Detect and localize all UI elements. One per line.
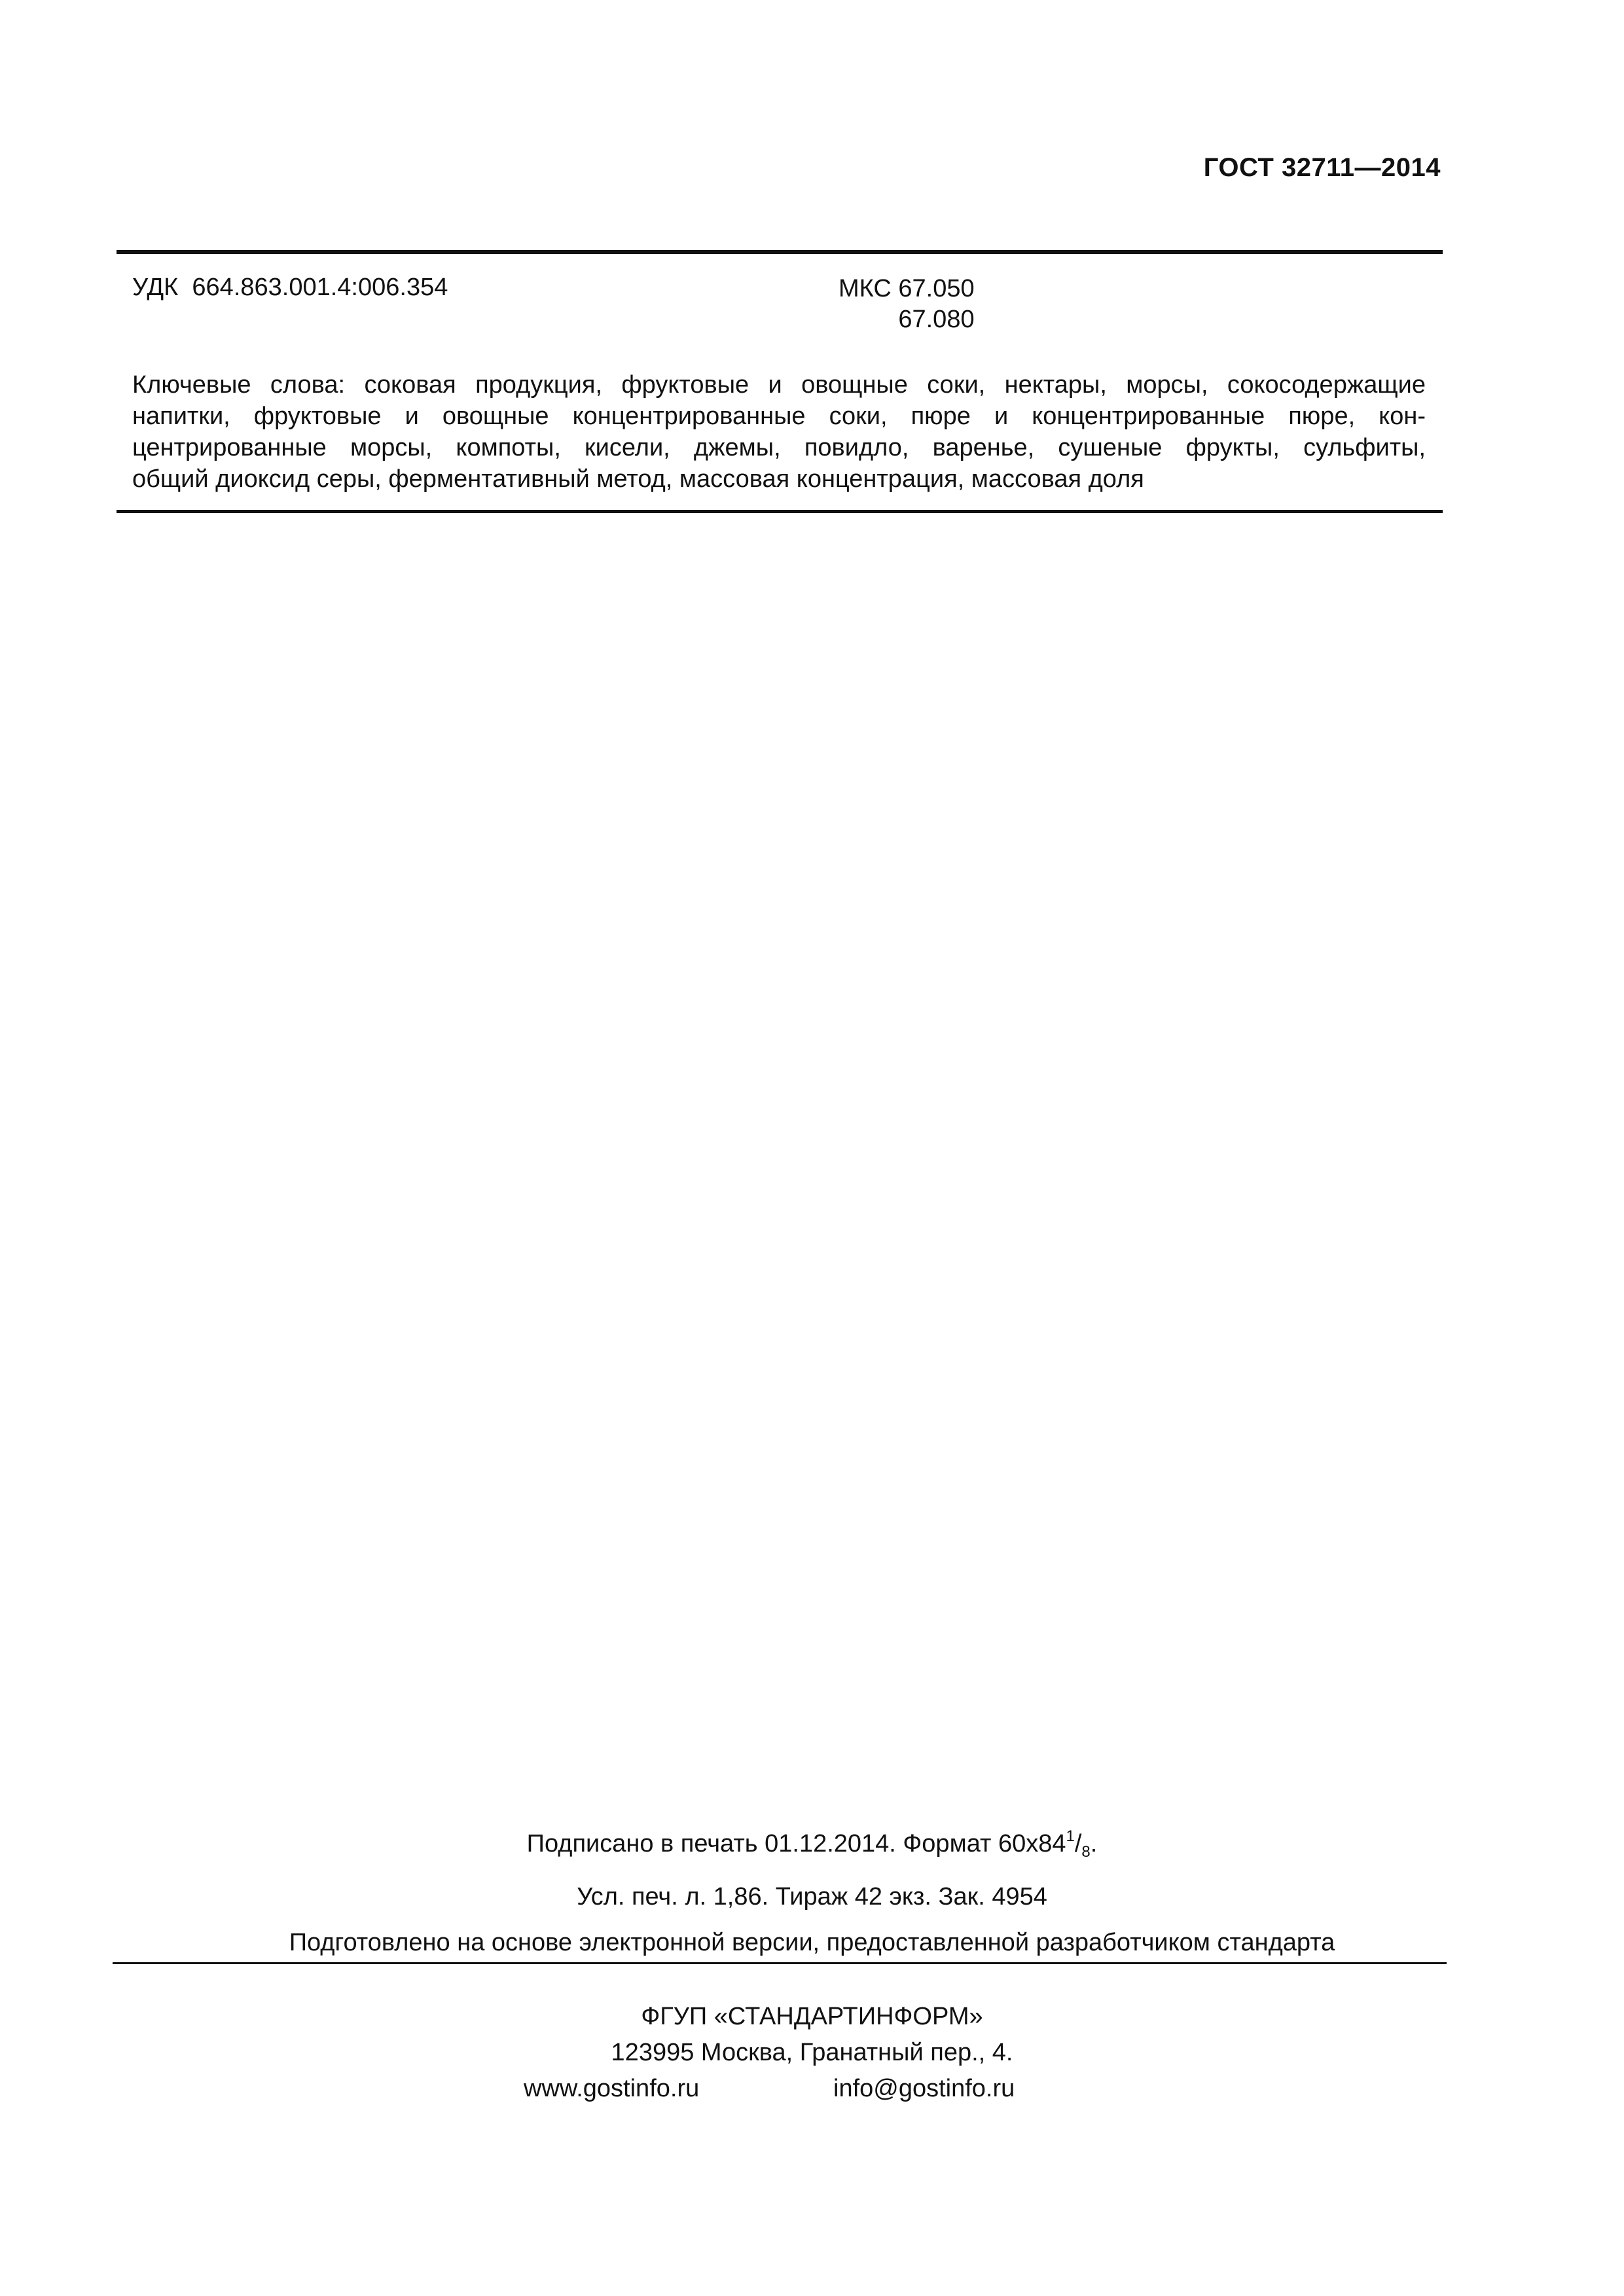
- print-info: Усл. печ. л. 1,86. Тираж 42 экз. Зак. 4954: [577, 1883, 1047, 1910]
- signed-for-print: [0, 1827, 1624, 1861]
- document-code: ГОСТ 32711—2014: [1203, 153, 1441, 182]
- keywords-block: [132, 369, 1426, 495]
- keywords-line-1: Ключевые слова: соковая продукция, фруктовые и овощные соки, нектары, морсы, сокосодержащие: [132, 371, 1426, 399]
- signed-text: Подписано в печать 01.12.2014. Формат 60х84: [526, 1830, 1066, 1857]
- imprint-divider: [113, 1962, 1447, 1964]
- publisher-email[interactable]: info@gostinfo.ru: [833, 2075, 1015, 2102]
- prepared-note: Подготовлено на основе электронной версии, предоставленной разработчиком стандарта: [289, 1929, 1335, 1956]
- udk-code: УДК 664.863.001.4:006.354: [132, 274, 448, 301]
- publisher-website[interactable]: www.gostinfo.ru: [524, 2075, 700, 2102]
- keywords-line-3: центрированные морсы, компоты, кисели, джемы, повидло, варенье, сушеные фрукты, сульфиты,: [132, 434, 1426, 461]
- format-denominator: 8: [1081, 1843, 1091, 1861]
- mks-codes: [839, 274, 975, 335]
- format-end: .: [1090, 1830, 1098, 1857]
- publisher-name: ФГУП «СТАНДАРТИНФОРМ»: [641, 2003, 983, 2030]
- mks-code-1: МКС 67.050: [839, 275, 975, 302]
- keywords-line-4: общий диоксид серы, ферментативный метод, массовая концентрация, массовая доля: [132, 465, 1144, 493]
- format-slash: /: [1074, 1830, 1082, 1857]
- top-divider: [117, 250, 1443, 254]
- mks-code-2: 67.080: [898, 306, 975, 333]
- keywords-divider: [117, 510, 1443, 513]
- keywords-line-2: напитки, фруктовые и овощные концентрированные соки, пюре и концентрированные пюре, кон-: [132, 403, 1426, 430]
- format-numerator: 1: [1066, 1827, 1075, 1845]
- publisher-address: 123995 Москва, Гранатный пер., 4.: [611, 2039, 1013, 2066]
